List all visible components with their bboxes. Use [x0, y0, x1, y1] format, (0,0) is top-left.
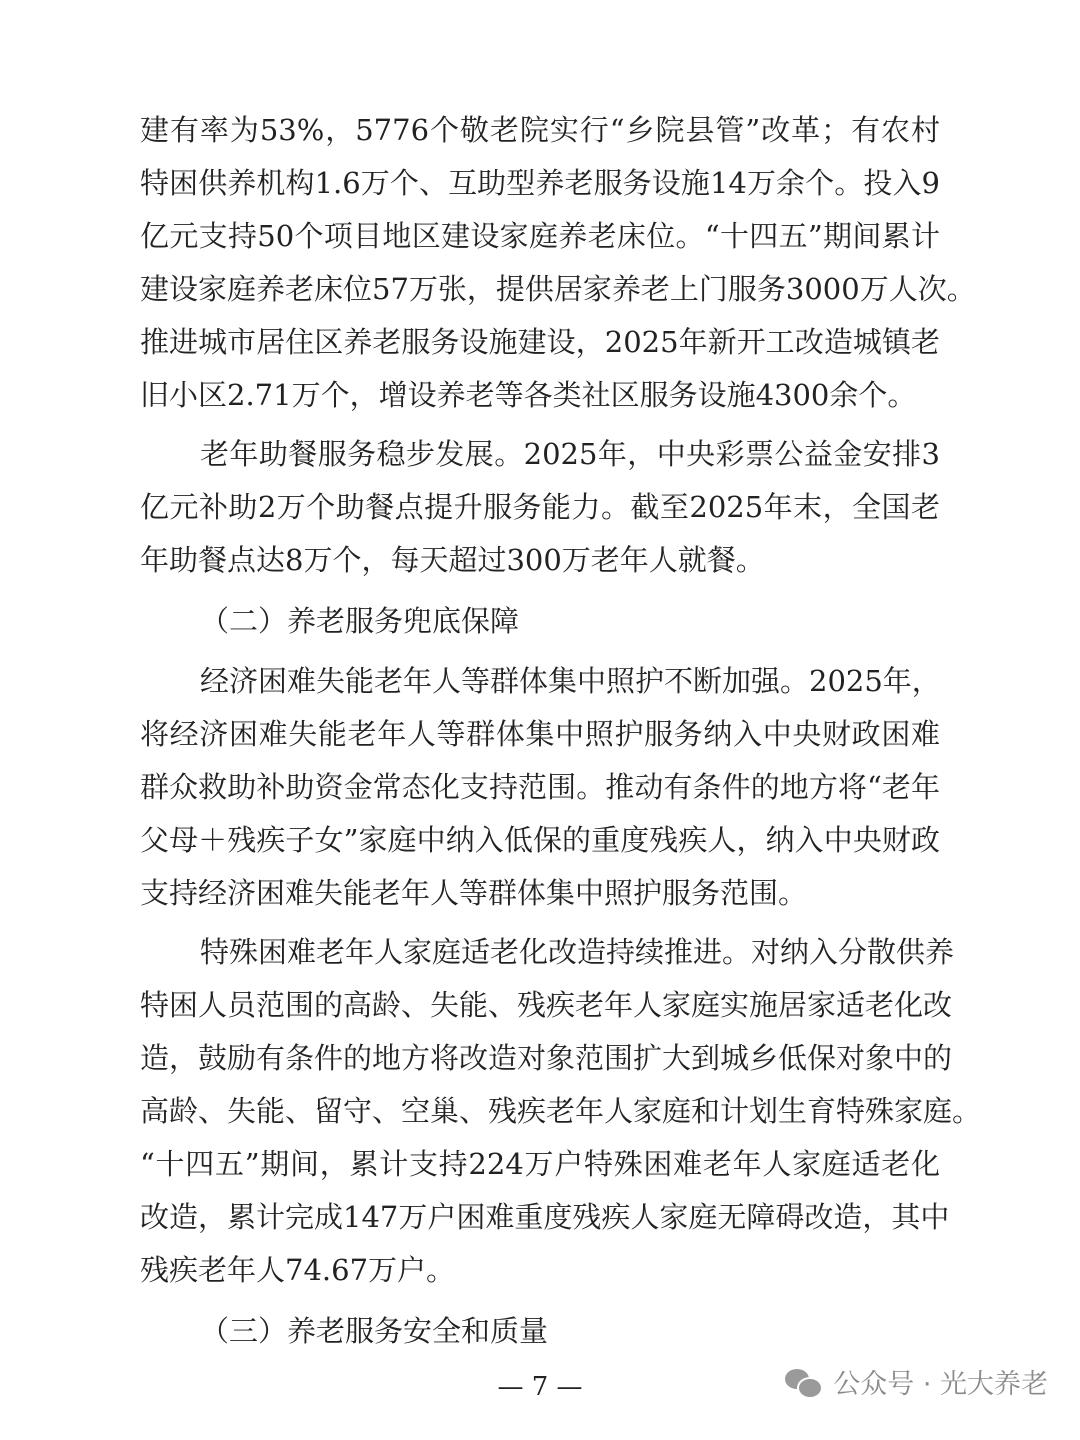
text-line: 残疾老年人74.67万户。	[140, 1253, 456, 1287]
text-line: 造，鼓励有条件的地方将改造对象范围扩大到城乡低保对象中的	[140, 1041, 953, 1075]
paragraph	[140, 926, 982, 1297]
wechat-icon	[783, 1365, 823, 1399]
text-line: 亿元补助2万个助餐点提升服务能力。截至2025年末，全国老	[140, 490, 940, 524]
watermark	[783, 1362, 1048, 1401]
text-line: 支持经济困难失能老年人等群体集中照护服务范围。	[140, 876, 808, 910]
text-line: 建有率为53%，5776个敬老院实行“乡院县管”改革；有农村	[140, 113, 940, 147]
text-line: 改造，累计完成147万户困难重度残疾人家庭无障碍改造，其中	[140, 1200, 950, 1234]
text-line: 将经济困难失能老年人等群体集中照护服务纳入中央财政困难	[140, 717, 940, 751]
watermark-text: 公众号 · 光大养老	[833, 1369, 1048, 1400]
section-heading: （二）养老服务兜底保障	[200, 604, 520, 638]
text-line: 特困供养机构1.6万个、互助型养老服务设施14万余个。投入9	[140, 166, 940, 200]
text-line: 特殊困难老年人家庭适老化改造持续推进。对纳入分散供养	[200, 935, 955, 969]
paragraph	[140, 655, 940, 920]
text-line: 特困人员范围的高龄、失能、残疾老年人家庭实施居家适老化改	[140, 988, 953, 1022]
text-line: 建设家庭养老床位57万张，提供居家养老上门服务3000万人次。	[140, 272, 976, 306]
text-line: 群众救助补助资金常态化支持范围。推动有条件的地方将“老年	[140, 770, 940, 804]
paragraph	[140, 428, 940, 587]
document-body	[140, 104, 982, 1359]
text-line: 年助餐点达8万个，每天超过300万老年人就餐。	[140, 543, 765, 577]
section-heading: （三）养老服务安全和质量	[200, 1314, 549, 1348]
text-line: 推进城市居住区养老服务设施建设，2025年新开工改造城镇老	[140, 325, 940, 359]
text-line: “十四五”期间，累计支持224万户特殊困难老年人家庭适老化	[140, 1147, 940, 1181]
text-line: 老年助餐服务稳步发展。2025年，中央彩票公益金安排3	[200, 437, 940, 471]
text-line: 高龄、失能、留守、空巢、残疾老年人家庭和计划生育特殊家庭。	[140, 1094, 982, 1128]
text-line: 父母＋残疾子女”家庭中纳入低保的重度残疾人，纳入中央财政	[140, 823, 940, 857]
page-number: — 7 —	[497, 1372, 583, 1402]
text-line: 经济困难失能老年人等群体集中照护不断加强。2025年，	[200, 664, 941, 698]
text-line: 旧小区2.71万个，增设养老等各类社区服务设施4300余个。	[140, 378, 917, 412]
text-line: 亿元支持50个项目地区建设家庭养老床位。“十四五”期间累计	[140, 219, 940, 253]
paragraph	[140, 104, 976, 422]
